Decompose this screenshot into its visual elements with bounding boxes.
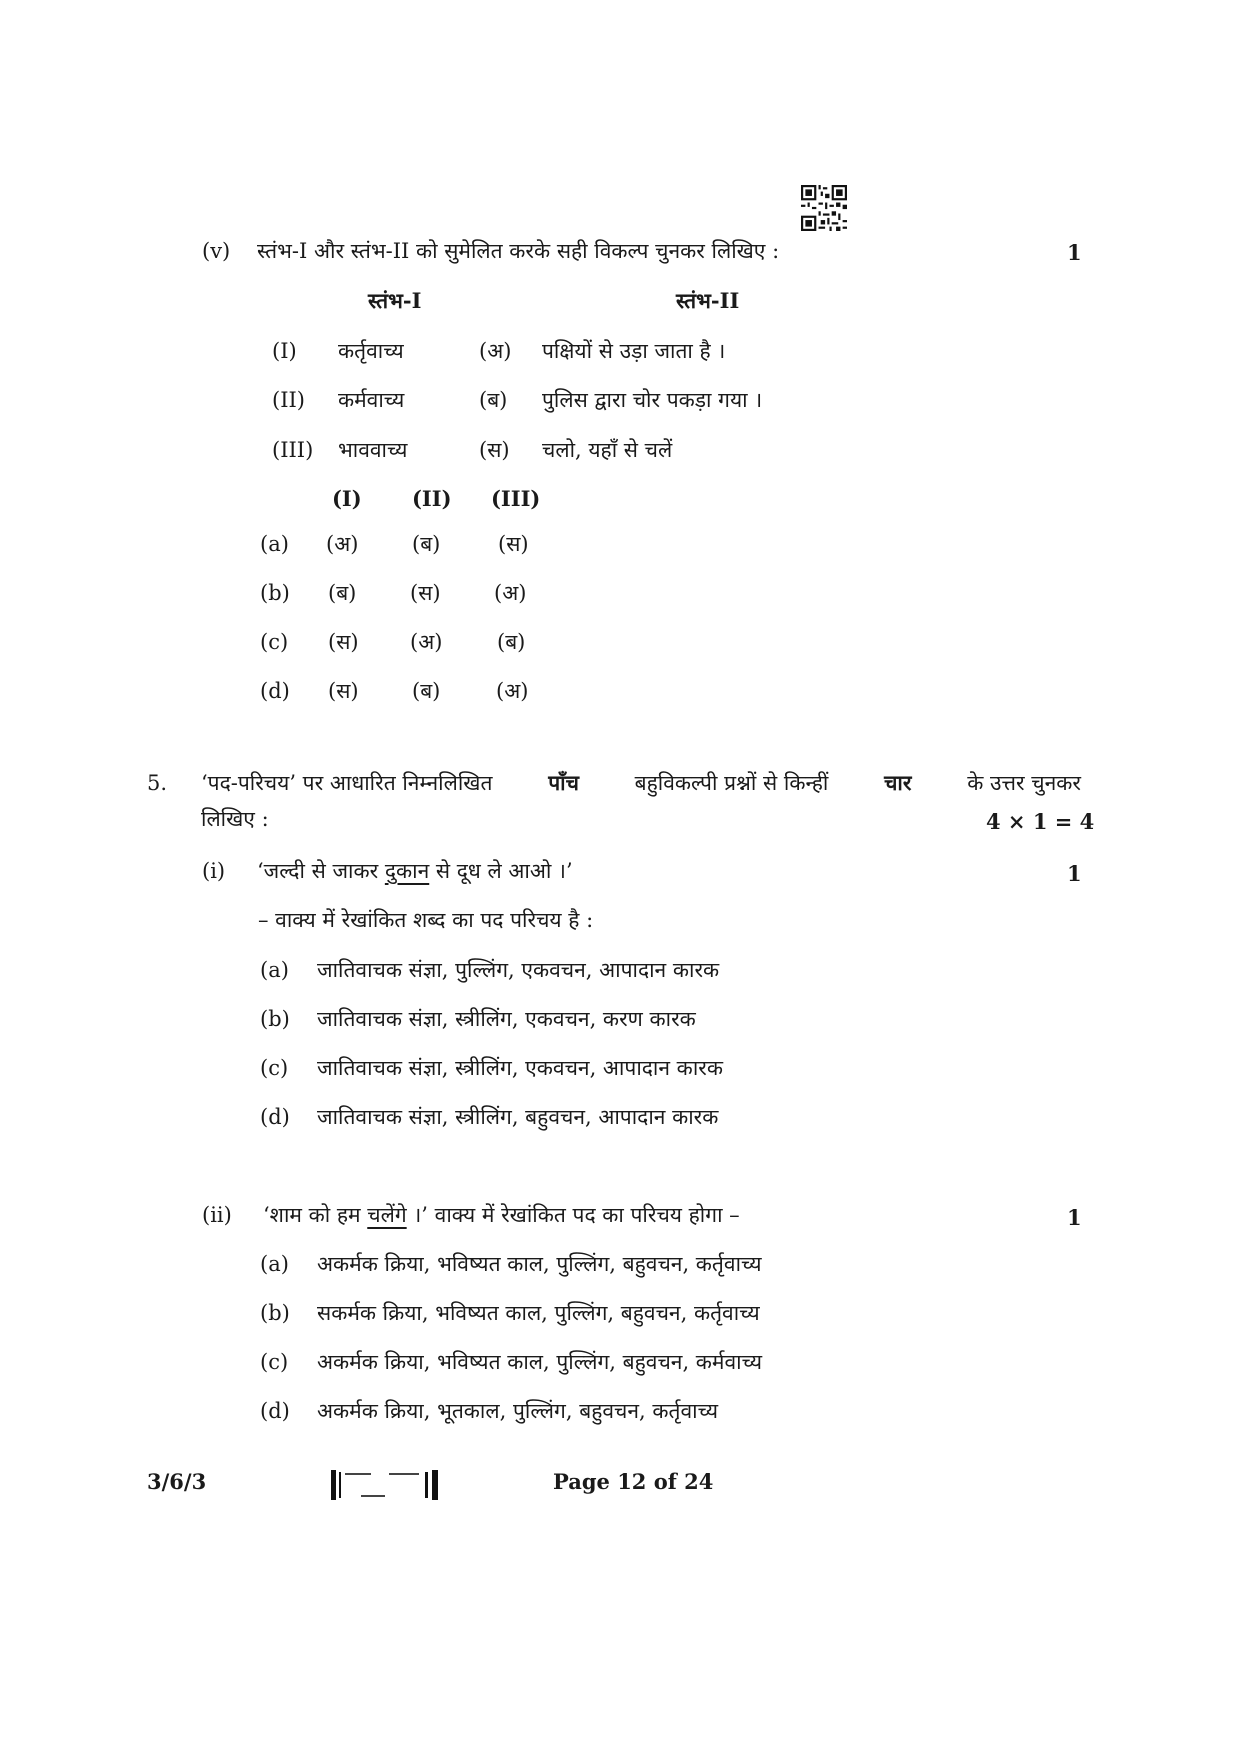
q5ii-option-b-text: सकर्मक क्रिया, भविष्यत काल, पुल्लिंग, बहुवचन, कर्तृवाच्य bbox=[317, 1301, 760, 1325]
q5ii-sentence bbox=[263, 1201, 740, 1229]
q4v-option-c-value-3: (ब) bbox=[497, 630, 526, 654]
q4v-option-d-value-1: (स) bbox=[328, 679, 359, 703]
q4v-option-d-value-3: (अ) bbox=[496, 679, 529, 703]
q5i-option-c-text: जातिवाचक संज्ञा, स्त्रीलिंग, एकवचन, आपादान कारक bbox=[317, 1056, 723, 1080]
qr-code-icon bbox=[801, 185, 847, 231]
q4v-marks: 1 bbox=[1067, 240, 1082, 265]
q5ii-underlined-word: चलेंगे bbox=[367, 1203, 407, 1227]
q5i-underlined-word: दुकान bbox=[384, 859, 430, 883]
q4v-question-text: स्तंभ-I और स्तंभ-II को सुमेलित करके सही विकल्प चुनकर लिखिए : bbox=[257, 239, 780, 263]
q4v-option-c-value-2: (अ) bbox=[410, 630, 443, 654]
answer-heading-1: (I) bbox=[332, 486, 362, 511]
q5i-sentence bbox=[257, 857, 573, 885]
q5-text-part-a: ‘पद-परिचय’ पर आधारित निम्नलिखित bbox=[201, 771, 493, 795]
q5ii-option-c-label: (c) bbox=[260, 1350, 289, 1374]
paper-code: 3/6/3 bbox=[147, 1469, 207, 1494]
q4v-option-a-value-2: (ब) bbox=[412, 532, 441, 556]
match-row-2-key: (ब) bbox=[479, 388, 508, 412]
q4v-option-c-label: (c) bbox=[260, 630, 289, 654]
match-row-1-key: (अ) bbox=[479, 339, 512, 363]
q4v-option-a-value-1: (अ) bbox=[326, 532, 359, 556]
column-1-heading: स्तंभ-I bbox=[368, 288, 422, 313]
q5ii-sentence-start: ‘शाम को हम bbox=[263, 1203, 368, 1227]
answer-heading-3: (III) bbox=[491, 486, 541, 511]
q5i-sentence-start: ‘जल्दी से जाकर bbox=[257, 859, 385, 883]
q4v-option-d-label: (d) bbox=[260, 679, 290, 703]
match-row-2-roman: (II) bbox=[272, 388, 305, 412]
q5ii-option-a-label: (a) bbox=[260, 1252, 289, 1276]
match-row-2-term: कर्मवाच्य bbox=[338, 388, 405, 412]
barcode-icon bbox=[331, 1468, 439, 1502]
q5-question-line-1 bbox=[201, 769, 1081, 797]
column-2-heading: स्तंभ-II bbox=[676, 288, 740, 313]
match-row-2-sentence: पुलिस द्वारा चोर पकड़ा गया । bbox=[542, 388, 763, 412]
q5-number: 5. bbox=[147, 771, 168, 795]
q5-text-five: पाँच bbox=[548, 770, 579, 795]
q5ii-option-a-text: अकर्मक क्रिया, भविष्यत काल, पुल्लिंग, बहुवचन, कर्तृवाच्य bbox=[317, 1252, 762, 1276]
q4v-option-b-value-3: (अ) bbox=[494, 581, 527, 605]
q4v-option-b-label: (b) bbox=[260, 581, 290, 605]
q4v-option-c-value-1: (स) bbox=[328, 630, 359, 654]
q4v-option-b-value-2: (स) bbox=[410, 581, 441, 605]
match-row-3-term: भाववाच्य bbox=[338, 438, 408, 462]
q5i-option-d-label: (d) bbox=[260, 1105, 290, 1129]
q5ii-number: (ii) bbox=[202, 1203, 232, 1227]
q5ii-marks: 1 bbox=[1067, 1205, 1082, 1230]
q4v-option-a-value-3: (स) bbox=[498, 532, 529, 556]
match-row-1-roman: (I) bbox=[272, 339, 297, 363]
match-row-1-term: कर्तृवाच्य bbox=[338, 339, 404, 363]
q5i-option-a-text: जातिवाचक संज्ञा, पुल्लिंग, एकवचन, आपादान कारक bbox=[317, 958, 720, 982]
q4v-option-b-value-1: (ब) bbox=[328, 581, 357, 605]
q5-text-part-e: के उत्तर चुनकर bbox=[967, 771, 1081, 795]
answer-heading-2: (II) bbox=[412, 486, 452, 511]
q4v-option-d-value-2: (ब) bbox=[412, 679, 441, 703]
q5i-option-c-label: (c) bbox=[260, 1056, 289, 1080]
q4v-option-a-label: (a) bbox=[260, 532, 289, 556]
q5ii-option-c-text: अकर्मक क्रिया, भविष्यत काल, पुल्लिंग, बहुवचन, कर्मवाच्य bbox=[317, 1350, 763, 1374]
q5i-option-b-label: (b) bbox=[260, 1007, 290, 1031]
q5i-sentence-end: से दूध ले आओ ।’ bbox=[429, 859, 573, 883]
q5i-option-b-text: जातिवाचक संज्ञा, स्त्रीलिंग, एकवचन, करण कारक bbox=[317, 1007, 696, 1031]
q5i-option-a-label: (a) bbox=[260, 958, 289, 982]
q5ii-option-b-label: (b) bbox=[260, 1301, 290, 1325]
q5-text-part-c: बहुविकल्पी प्रश्नों से किन्हीं bbox=[634, 771, 829, 795]
q5i-marks: 1 bbox=[1067, 861, 1082, 886]
match-row-3-key: (स) bbox=[479, 438, 510, 462]
q5-marks: 4 × 1 = 4 bbox=[986, 809, 1095, 834]
q5i-option-d-text: जातिवाचक संज्ञा, स्त्रीलिंग, बहुवचन, आपादान कारक bbox=[317, 1105, 719, 1129]
q4v-number: (v) bbox=[202, 239, 231, 263]
q5ii-sentence-end: ।’ वाक्य में रेखांकित पद का परिचय होगा – bbox=[406, 1203, 740, 1227]
q5-text-four: चार bbox=[884, 770, 912, 795]
q5i-instruction: – वाक्य में रेखांकित शब्द का पद परिचय है : bbox=[258, 908, 594, 932]
page-number: Page 12 of 24 bbox=[553, 1469, 714, 1494]
match-row-3-sentence: चलो, यहाँ से चलें bbox=[542, 438, 673, 462]
q5ii-option-d-text: अकर्मक क्रिया, भूतकाल, पुल्लिंग, बहुवचन, कर्तृवाच्य bbox=[317, 1399, 719, 1423]
match-row-1-sentence: पक्षियों से उड़ा जाता है । bbox=[542, 339, 726, 363]
q5-question-line-2: लिखिए : bbox=[201, 807, 269, 831]
q5ii-option-d-label: (d) bbox=[260, 1399, 290, 1423]
q5i-number: (i) bbox=[202, 859, 226, 883]
match-row-3-roman: (III) bbox=[272, 438, 314, 462]
